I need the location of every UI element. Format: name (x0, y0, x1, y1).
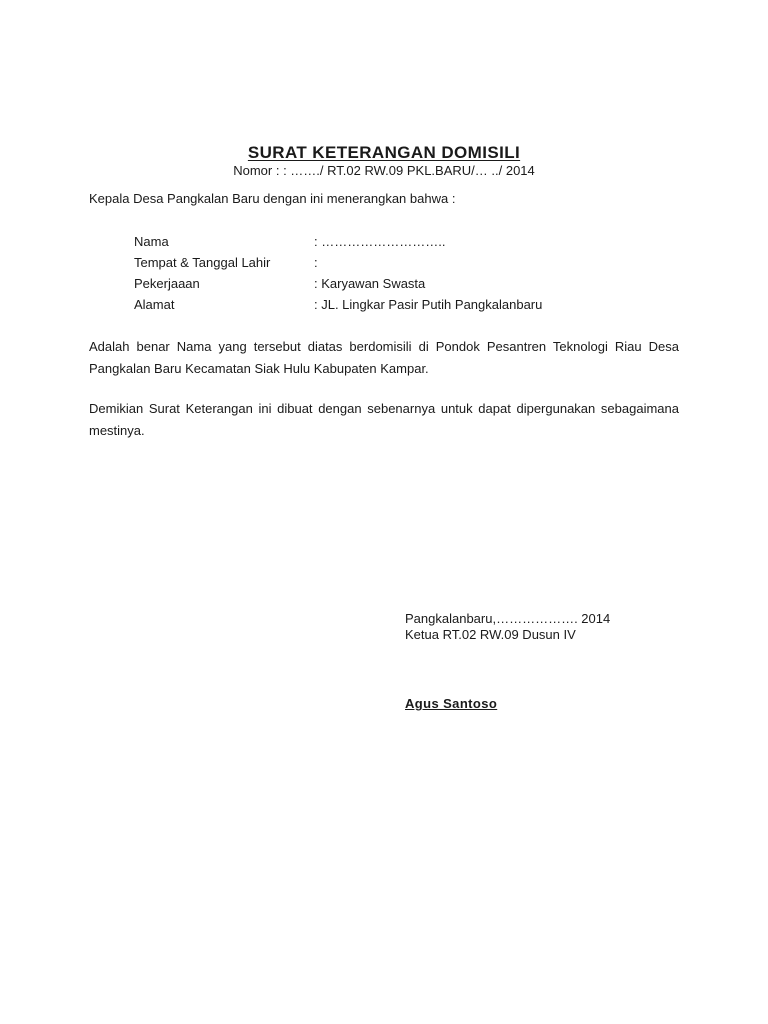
field-row-alamat (134, 296, 542, 317)
field-label: Alamat (134, 297, 175, 312)
field-label: Pekerjaaan (134, 276, 200, 291)
field-value: : (314, 255, 318, 270)
field-row-nama (134, 233, 542, 254)
field-label: Nama (134, 234, 169, 249)
identity-fields (134, 233, 542, 317)
field-row-pekerjaan (134, 275, 542, 296)
document-title: SURAT KETERANGAN DOMISILI (247, 143, 521, 162)
body-paragraph-closing: Demikian Surat Keterangan ini dibuat dengan sebenarnya untuk dapat dipergunakan sebagaimana mestinya. (89, 401, 679, 438)
field-row-tempat-tanggal-lahir (134, 254, 542, 275)
field-label: Tempat & Tanggal Lahir (134, 255, 271, 270)
signatory-name: Agus Santoso (405, 696, 498, 711)
signature-place-date: Pangkalanbaru,………………. 2014 (405, 611, 611, 626)
field-value: : JL. Lingkar Pasir Putih Pangkalanbaru (314, 297, 543, 312)
intro-text: Kepala Desa Pangkalan Baru dengan ini menerangkan bahwa : (89, 191, 456, 206)
document-number: Nomor : : ……./ RT.02 RW.09 PKL.BARU/… ../ 2014 (233, 163, 535, 178)
body-paragraph-domicile: Adalah benar Nama yang tersebut diatas berdomisili di Pondok Pesantren Teknologi Riau Desa Pangkalan Baru Kecamatan Siak Hulu Kabupaten Kampar. (89, 339, 679, 376)
field-value: : ……………………….. (314, 234, 446, 249)
field-value: : Karyawan Swasta (314, 276, 426, 291)
signature-role: Ketua RT.02 RW.09 Dusun IV (405, 627, 576, 642)
